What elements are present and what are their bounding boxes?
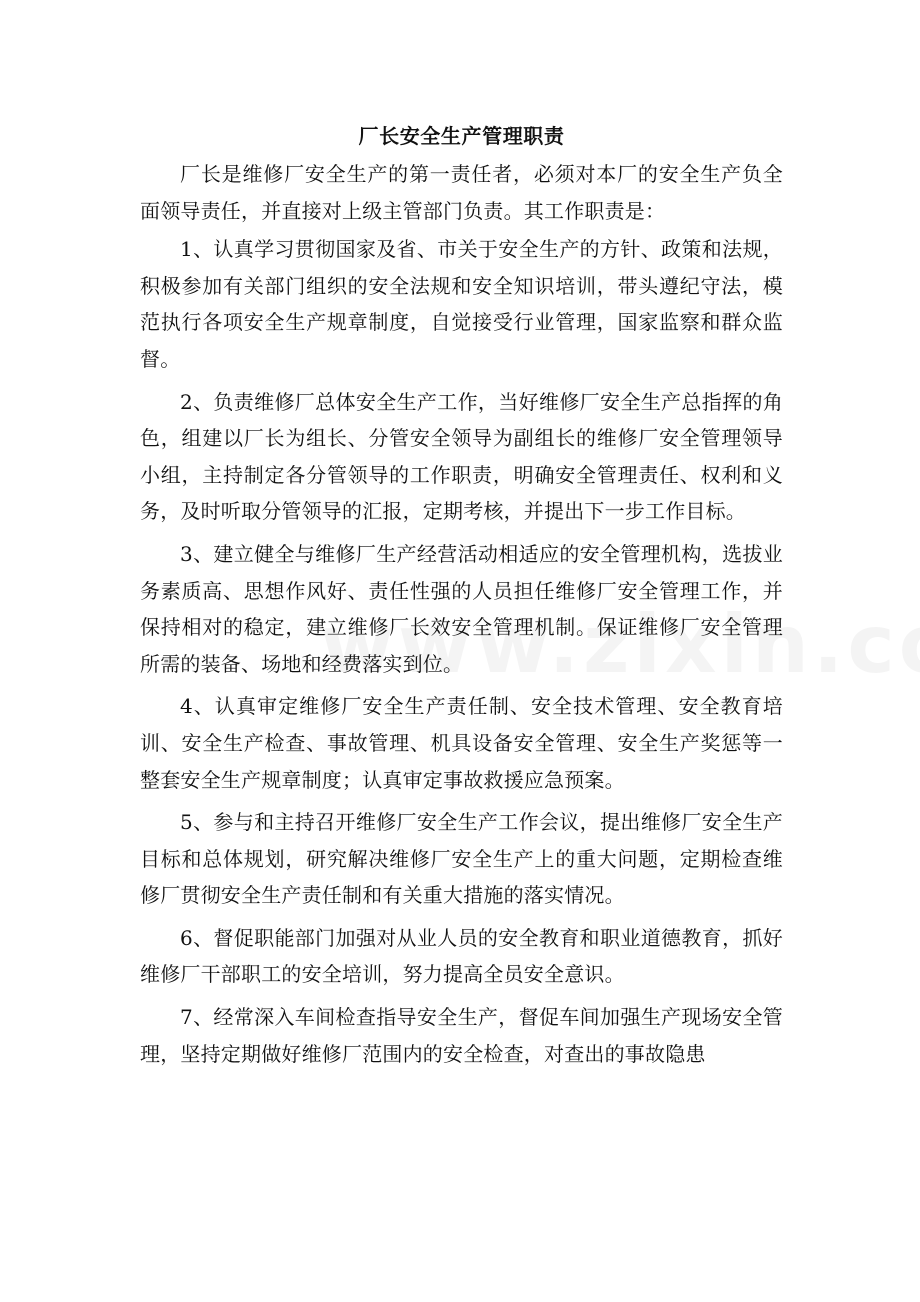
duty-item-6: 6、督促职能部门加强对从业人员的安全教育和职业道德教育，抓好维修厂干部职工的安全培训，努力提高全员安全意识。 bbox=[140, 925, 783, 987]
duty-item-4: 4、认真审定维修厂安全生产责任制、安全技术管理、安全教育培训、安全生产检查、事故管理、机具设备安全管理、安全生产奖惩等一整套安全生产规章制度；认真审定事故救援应急预案。 bbox=[140, 694, 783, 792]
duty-item-1: 1、认真学习贯彻国家及省、市关于安全生产的方针、政策和法规，积极参加有关部门组织的安全法规和安全知识培训，带头遵纪守法，模范执行各项安全生产规章制度，自觉接受行业管理，国家监察和群众监督。 bbox=[140, 237, 783, 371]
duty-item-5: 5、参与和主持召开维修厂安全生产工作会议，提出维修厂安全生产目标和总体规划，研究解决维修厂安全生产上的重大问题，定期检查维修厂贯彻安全生产责任制和有关重大措施的落实情况。 bbox=[140, 810, 783, 908]
document-title: 厂长安全生产管理职责 bbox=[358, 124, 565, 148]
duty-item-7: 7、经常深入车间检查指导安全生产，督促车间加强生产现场安全管理，坚持定期做好维修厂范围内的安全检查，对查出的事故隐患 bbox=[140, 1005, 783, 1066]
duty-item-3: 3、建立健全与维修厂生产经营活动相适应的安全管理机构，选拔业务素质高、思想作风好、责任性强的人员担任维修厂安全管理工作，并保持相对的稳定，建立维修厂长效安全管理机制。保证维修厂安全管理所需的装备、场地和经费落实到位。 bbox=[140, 541, 783, 676]
document-body bbox=[140, 118, 783, 1078]
intro-paragraph: 厂长是维修厂安全生产的第一责任者，必须对本厂的安全生产负全面领导责任，并直接对上级主管部门负责。其工作职责是： bbox=[140, 162, 783, 223]
duty-item-2: 2、负责维修厂总体安全生产工作，当好维修厂安全生产总指挥的角色，组建以厂长为组长、分管安全领导为副组长的维修厂安全管理领导小组，主持制定各分管领导的工作职责，明确安全管理责任、权利和义务，及时听取分管领导的汇报，定期考核，并提出下一步工作目标。 bbox=[140, 389, 783, 524]
